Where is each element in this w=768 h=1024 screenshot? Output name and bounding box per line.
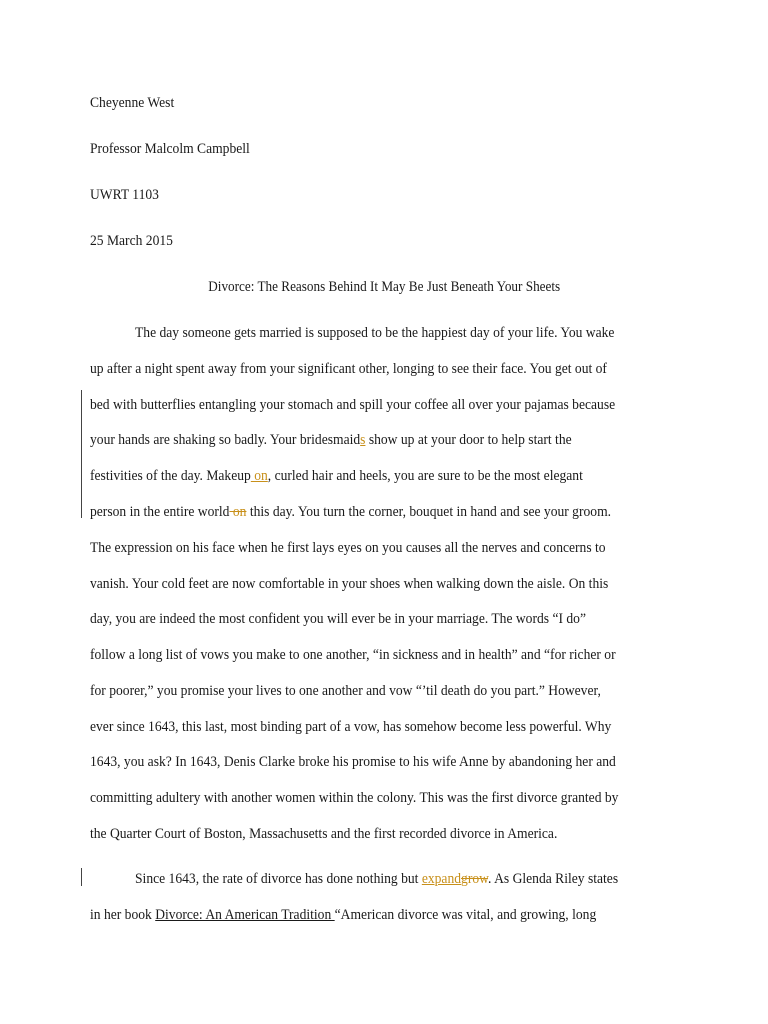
paragraph-line: bed with butterflies entangling your stomach and spill your coffee all over your pajamas because	[90, 397, 616, 413]
author-name: Cheyenne West	[90, 95, 175, 111]
text-run: your hands are shaking so badly. Your bridesmaid	[90, 432, 361, 448]
tracked-deletion: on	[229, 504, 247, 520]
tracked-insertion: on	[250, 468, 268, 484]
text-run: , curled hair and heels, you are sure to be the most elegant	[267, 468, 583, 484]
text-run: Since 1643, the rate of divorce has done nothing but	[135, 871, 422, 887]
change-bar	[81, 390, 82, 518]
paragraph-line: for poorer,” you promise your lives to one another and vow “’til death do you part.” However,	[90, 683, 601, 699]
text-run: this day. You turn the corner, bouquet in hand and see your groom.	[246, 504, 612, 520]
paragraph-line: up after a night spent away from your significant other, longing to see their face. You get out of	[90, 361, 607, 377]
course-code: UWRT 1103	[90, 187, 159, 203]
paragraph-line: The expression on his face when he first lays eyes on you causes all the nerves and concerns to	[90, 540, 606, 556]
paragraph-line	[90, 503, 611, 521]
essay-title-text: Divorce: The Reasons Behind It May Be Just Beneath Your Sheets	[208, 279, 560, 295]
text-run: in her book	[90, 907, 156, 923]
date: 25 March 2015	[90, 233, 173, 249]
professor-name: Professor Malcolm Campbell	[90, 141, 250, 157]
paragraph-line: vanish. Your cold feet are now comfortable in your shoes when walking down the aisle. On this	[90, 576, 609, 592]
change-bar	[81, 868, 82, 886]
book-title: Divorce: An American Tradition	[155, 907, 335, 923]
paragraph-line: follow a long list of vows you make to one another, “in sickness and in health” and “for richer or	[90, 647, 616, 663]
paragraph-line	[90, 906, 596, 924]
tracked-deletion: grow	[461, 871, 489, 887]
paragraph-line: The day someone gets married is supposed to be the happiest day of your life. You wake	[135, 325, 615, 341]
text-run: festivities of the day. Makeup	[90, 468, 251, 484]
essay-title	[0, 278, 768, 296]
paragraph-line	[90, 431, 572, 449]
paragraph-line: day, you are indeed the most confident you will ever be in your marriage. The words “I do”	[90, 611, 586, 627]
tracked-insertion: expand	[421, 871, 462, 887]
paragraph-line	[90, 467, 583, 485]
text-run: “American divorce was vital, and growing, long	[334, 907, 597, 923]
text-run: show up at your door to help start the	[365, 432, 572, 448]
text-run: . As Glenda Riley states	[488, 871, 619, 887]
paragraph-line: committing adultery with another women within the colony. This was the first divorce granted by	[90, 790, 619, 806]
text-run: person in the entire world	[90, 504, 230, 520]
paragraph-line: the Quarter Court of Boston, Massachusetts and the first recorded divorce in America.	[90, 826, 558, 842]
paragraph-line: ever since 1643, this last, most binding part of a vow, has somehow become less powerful. Why	[90, 719, 612, 735]
tracked-insertion: s	[360, 432, 366, 448]
paragraph-line: 1643, you ask? In 1643, Denis Clarke broke his promise to his wife Anne by abandoning her and	[90, 754, 616, 770]
paragraph-line	[135, 870, 618, 888]
